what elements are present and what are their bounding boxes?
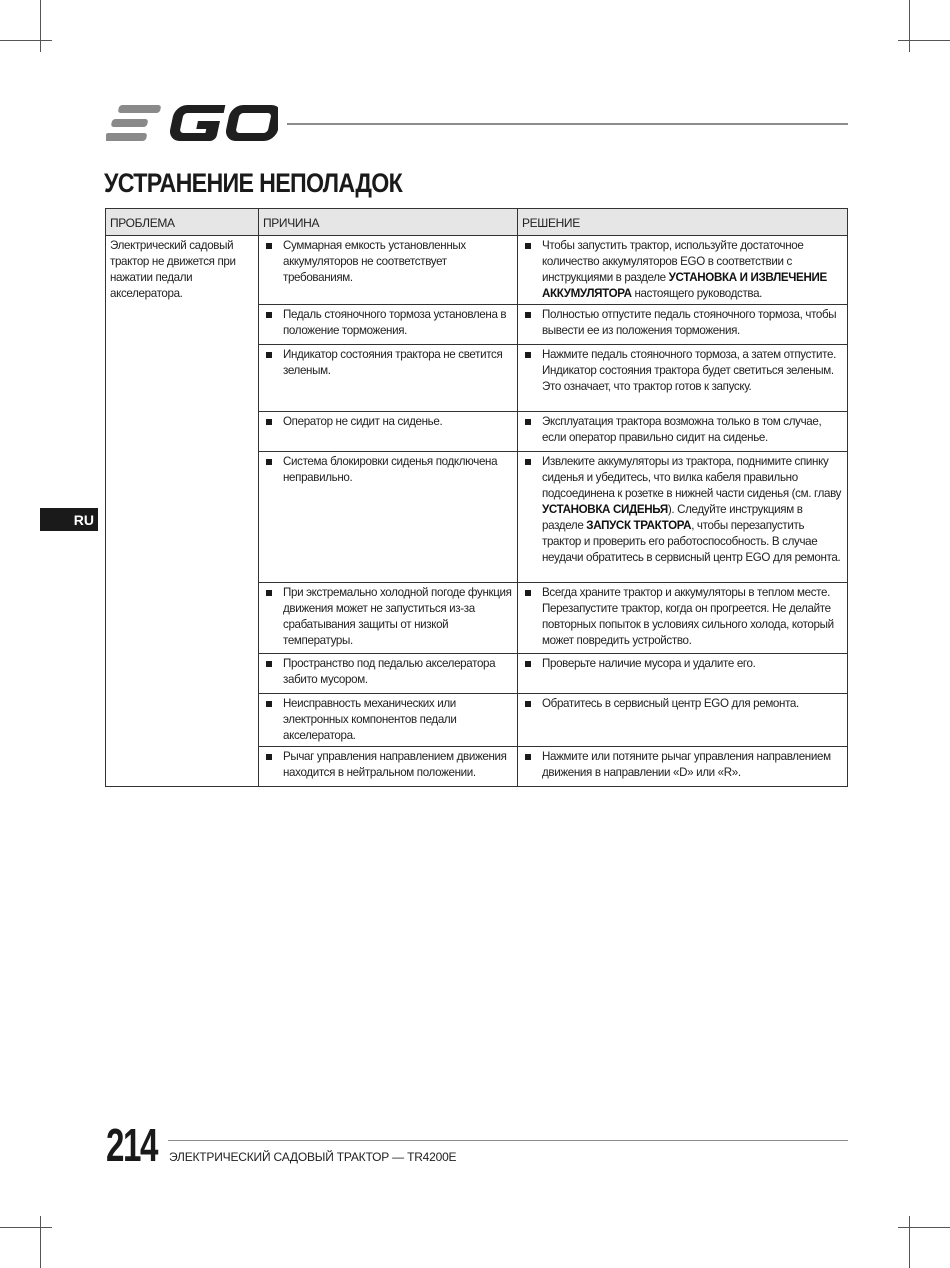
footer-rule xyxy=(168,1140,848,1141)
cause-cell xyxy=(259,747,518,787)
solution-cell xyxy=(518,236,848,305)
crop-mark xyxy=(40,1216,41,1268)
ego-logo xyxy=(106,102,278,144)
footer-text: ЭЛЕКТРИЧЕСКИЙ САДОВЫЙ ТРАКТОР — TR4200E xyxy=(169,1150,457,1164)
page-number: 214 xyxy=(106,1119,157,1171)
solution-text: Проверьте наличие мусора и удалите его. xyxy=(542,657,756,670)
solution-text: Эксплуатация трактора возможна только в том случае, если оператор правильно сидит на сиденье. xyxy=(542,415,822,444)
solution-text: Нажмите педаль стояночного тормоза, а затем отпустите. Индикатор состояния трактора будет светиться зеленым. Это означает, что трактор готов к запуску. xyxy=(542,348,836,393)
cause-cell xyxy=(259,236,518,305)
problem-text: Электрический садовый трактор не движется при нажатии педали акселератора. xyxy=(110,239,236,300)
cause-text: Суммарная емкость установленных аккумуляторов не соответствует требованиям. xyxy=(283,239,466,284)
bullet-icon xyxy=(525,243,531,249)
bullet-icon xyxy=(266,661,272,667)
bullet-icon xyxy=(266,590,272,596)
cause-cell xyxy=(259,345,518,412)
crop-mark xyxy=(0,40,52,41)
bullet-icon xyxy=(525,661,531,667)
solution-cell xyxy=(518,305,848,345)
bullet-icon xyxy=(266,419,272,425)
bullet-icon xyxy=(525,701,531,707)
bullet-icon xyxy=(525,352,531,358)
table-header-row xyxy=(106,209,848,236)
solution-text: Нажмите или потяните рычаг управления направлением движения в направлении «D» или «R». xyxy=(542,750,831,779)
solution-text: Чтобы запустить трактор, используйте достаточное количество аккумуляторов EGO в соответствии с инструкциями в разделе xyxy=(542,239,804,284)
solution-cell xyxy=(518,694,848,747)
cause-text: Педаль стояночного тормоза установлена в положение торможения. xyxy=(283,308,507,337)
solution-text: настоящего руководства. xyxy=(631,287,763,300)
cause-text: Индикатор состояния трактора не светится зеленым. xyxy=(283,348,503,377)
bullet-icon xyxy=(525,459,531,465)
cause-cell xyxy=(259,412,518,452)
header-cause: ПРИЧИНА xyxy=(259,209,518,236)
solution-text: Извлеките аккумуляторы из трактора, поднимите спинку сиденья и убедитесь, что вилка кабеля правильно подсоединена к розетке в нижней части сиденья (см. главу xyxy=(542,455,842,500)
bullet-icon xyxy=(525,312,531,318)
bullet-icon xyxy=(266,754,272,760)
solution-emphasis: УСТАНОВКА И ИЗВЛЕЧЕНИЕ АККУМУЛЯТОРА xyxy=(542,271,827,300)
crop-mark xyxy=(909,1216,910,1268)
solution-emphasis: ЗАПУСК ТРАКТОРА xyxy=(586,519,692,532)
bullet-icon xyxy=(525,754,531,760)
bullet-icon xyxy=(266,701,272,707)
cause-text: Пространство под педалью акселератора забито мусором. xyxy=(283,657,496,686)
crop-mark xyxy=(909,0,910,52)
table-row xyxy=(106,236,848,305)
solution-emphasis: УСТАНОВКА СИДЕНЬЯ xyxy=(542,503,668,516)
cause-cell xyxy=(259,583,518,654)
solution-cell xyxy=(518,345,848,412)
cause-cell xyxy=(259,305,518,345)
cause-text: Оператор не сидит на сиденье. xyxy=(283,415,443,428)
page-title: УСТРАНЕНИЕ НЕПОЛАДОК xyxy=(104,168,403,198)
bullet-icon xyxy=(525,419,531,425)
cause-text: Неисправность механических или электронных компонентов педали акселератора. xyxy=(283,697,457,742)
cause-cell xyxy=(259,452,518,583)
crop-mark xyxy=(40,0,41,52)
solution-cell xyxy=(518,412,848,452)
header-solution: РЕШЕНИЕ xyxy=(518,209,848,236)
solution-text: , чтобы перезапустить трактор и проверить его работоспособность. В случае неудачи обратитесь в сервисный центр EGO для ремонта. xyxy=(542,519,841,564)
cause-text: При экстремально холодной погоде функция движения может не запуститься из-за срабатывания защиты от низкой температуры. xyxy=(283,586,512,647)
crop-mark xyxy=(898,1227,950,1228)
svg-text:EGO: EGO xyxy=(106,102,109,103)
solution-text: Полностью отпустите педаль стояночного тормоза, чтобы вывести ее из положения торможения. xyxy=(542,308,837,337)
cause-cell xyxy=(259,654,518,694)
solution-cell xyxy=(518,747,848,787)
header-rule xyxy=(287,123,848,125)
solution-cell xyxy=(518,583,848,654)
cause-cell xyxy=(259,694,518,747)
header-problem: ПРОБЛЕМА xyxy=(106,209,259,236)
solution-cell xyxy=(518,654,848,694)
bullet-icon xyxy=(266,243,272,249)
bullet-icon xyxy=(266,312,272,318)
solution-cell xyxy=(518,452,848,583)
language-tab: RU xyxy=(40,508,98,531)
solution-text: Обратитесь в сервисный центр EGO для ремонта. xyxy=(542,697,799,710)
crop-mark xyxy=(898,40,950,41)
cause-text: Система блокировки сиденья подключена неправильно. xyxy=(283,455,498,484)
bullet-icon xyxy=(266,352,272,358)
crop-mark xyxy=(0,1227,52,1228)
solution-text: ). Следуйте инструкциям в разделе xyxy=(542,503,803,532)
solution-text: Всегда храните трактор и аккумуляторы в теплом месте. Перезапустите трактор, когда он прогреется. Не делайте повторных попыток в условиях сильного холода, который может повредить устройство. xyxy=(542,586,834,647)
cause-text: Рычаг управления направлением движения находится в нейтральном положении. xyxy=(283,750,507,779)
bullet-icon xyxy=(525,590,531,596)
troubleshooting-table xyxy=(105,208,848,787)
bullet-icon xyxy=(266,459,272,465)
problem-cell xyxy=(106,236,259,787)
